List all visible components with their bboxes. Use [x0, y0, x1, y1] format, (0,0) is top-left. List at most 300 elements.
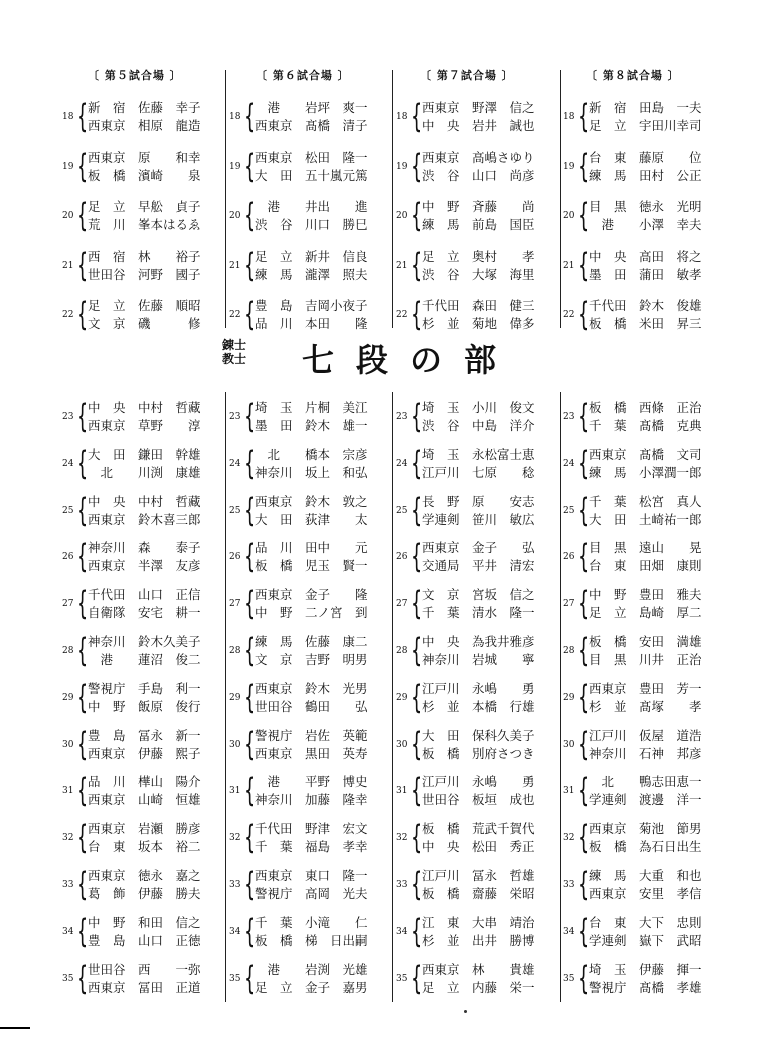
competitor-affiliation: 千 葉	[589, 418, 627, 433]
bout-number: 19	[229, 161, 241, 172]
competitor-name: 松田 隆一	[305, 149, 368, 165]
brace-mark: {	[244, 631, 256, 669]
competitor-affiliation: 西東京	[88, 118, 126, 133]
bout-entry	[62, 866, 232, 906]
brace-mark: {	[77, 958, 89, 997]
competitor-a	[255, 774, 375, 790]
bout-entry	[229, 726, 399, 766]
brace-mark: {	[578, 397, 590, 435]
competitor-a	[589, 962, 709, 978]
competitor-name: 森田 健三	[472, 298, 535, 313]
brace-mark: {	[578, 911, 590, 950]
competitor-a	[255, 915, 375, 931]
competitor-name: 荻津 太	[305, 511, 368, 527]
competitor-b	[88, 933, 208, 949]
competitor-a	[255, 868, 375, 884]
brace-mark: {	[411, 397, 423, 435]
competitor-name: 内藤 栄一	[472, 979, 535, 995]
bout-entry	[229, 247, 399, 287]
brace-mark: {	[77, 911, 89, 950]
competitor-affiliation: 大 田	[255, 167, 293, 183]
competitor-name: 板垣 成也	[472, 792, 535, 808]
competitor-name: 渡邊 洋一	[639, 792, 702, 808]
bout-number: 25	[396, 505, 408, 516]
competitor-a	[255, 447, 375, 463]
competitor-a	[88, 728, 208, 744]
brace-mark: {	[244, 677, 256, 716]
competitor-affiliation: 江戸川	[589, 727, 627, 743]
competitor-b	[422, 217, 542, 233]
competitor-b	[422, 316, 542, 332]
competitor-name: 豊田 芳一	[639, 680, 702, 696]
bout-number: 18	[563, 112, 575, 122]
brace-mark: {	[411, 677, 423, 716]
brace-mark: {	[578, 724, 590, 763]
competitor-name: 田中 元	[305, 540, 368, 556]
bout-entry	[396, 247, 566, 287]
competitor-a	[88, 199, 208, 215]
competitor-a	[88, 400, 208, 416]
competitor-name: 瀧澤 照夫	[305, 266, 368, 282]
bout-entry	[62, 247, 232, 287]
brace-mark: {	[244, 490, 256, 529]
bout-entry	[62, 960, 232, 1000]
competitor-a	[88, 634, 208, 650]
competitor-affiliation: 西東京	[422, 100, 460, 115]
competitor-name: 前島 国臣	[472, 217, 535, 232]
bout-number: 27	[229, 599, 241, 610]
bout-number: 19	[396, 161, 408, 172]
competitor-affiliation: 西東京	[88, 868, 126, 883]
competitor-a	[589, 774, 709, 790]
competitor-affiliation: 西東京	[255, 680, 293, 696]
brace-mark: {	[77, 865, 89, 903]
competitor-name: 野澤 信之	[472, 100, 535, 115]
competitor-b	[422, 886, 542, 902]
competitor-affiliation: 西東京	[255, 118, 293, 133]
competitor-name: 吉岡小夜子	[305, 298, 368, 313]
bout-number: 33	[229, 880, 241, 890]
brace-mark: {	[578, 818, 590, 857]
competitor-b	[422, 980, 542, 996]
competitor-name: 小川 俊文	[472, 400, 535, 415]
brace-mark: {	[244, 958, 256, 997]
competitor-a	[255, 728, 375, 744]
competitor-affiliation: 板 橋	[255, 558, 293, 574]
brace-mark: {	[77, 146, 89, 185]
competitor-name: 中村 哲藏	[138, 400, 201, 415]
competitor-b	[589, 792, 709, 808]
bout-entry	[62, 772, 232, 812]
bout-number: 22	[563, 310, 575, 320]
competitor-name: 岩井 誠也	[472, 118, 535, 133]
competitor-name: 佐藤 幸子	[138, 100, 201, 115]
competitor-affiliation: 練 馬	[255, 266, 293, 282]
competitor-a	[589, 634, 709, 650]
competitor-affiliation: 江戸川	[422, 464, 460, 480]
competitor-affiliation: 千 葉	[255, 914, 293, 930]
competitor-a	[255, 400, 375, 416]
competitor-affiliation: 文 京	[422, 587, 460, 603]
competitor-affiliation: 大 田	[589, 511, 627, 527]
competitor-b	[88, 316, 208, 332]
competitor-affiliation: 神奈川	[255, 464, 293, 480]
competitor-b	[422, 699, 542, 715]
brace-mark: {	[411, 631, 423, 669]
bout-entry	[229, 772, 399, 812]
stray-dot	[464, 1010, 467, 1013]
bout-entry	[563, 585, 733, 625]
competitor-b	[589, 605, 709, 621]
section-title: 七段の部	[302, 341, 519, 379]
competitor-affiliation: 神奈川	[589, 745, 627, 761]
competitor-a	[88, 868, 208, 884]
bout-entry	[229, 538, 399, 578]
competitor-affiliation: 板 橋	[255, 932, 293, 948]
competitor-name: 髙塚 孝	[639, 698, 702, 714]
competitor-affiliation: 渋 谷	[422, 266, 460, 282]
competitor-affiliation: 西東京	[255, 745, 293, 761]
bout-entry	[229, 913, 399, 953]
competitor-a	[255, 540, 375, 556]
competitor-affiliation: 中 央	[589, 248, 627, 264]
competitor-b	[589, 839, 709, 855]
brace-mark: {	[244, 397, 256, 435]
competitor-name: 坂上 和弘	[305, 464, 368, 480]
bout-number: 28	[396, 646, 408, 656]
bout-number: 25	[563, 505, 575, 516]
competitor-affiliation: 中 野	[422, 199, 460, 214]
bout-number: 33	[62, 880, 74, 890]
bout-number: 22	[62, 310, 74, 320]
bout-entry	[396, 632, 566, 672]
competitor-affiliation: 港	[589, 217, 615, 232]
competitor-affiliation: 世田谷	[88, 961, 126, 977]
competitor-name: 七原 稔	[472, 464, 535, 480]
competitor-name: 髙橋 克典	[639, 418, 702, 433]
competitor-b	[255, 792, 375, 808]
competitor-name: 為我井雅彦	[472, 634, 535, 649]
brace-mark: {	[578, 97, 590, 135]
competitor-a	[422, 540, 542, 556]
competitor-affiliation: 杉 並	[422, 932, 460, 948]
bout-number: 23	[229, 412, 241, 422]
competitor-name: 二ノ宮 到	[305, 605, 368, 621]
competitor-affiliation: 神奈川	[422, 652, 460, 667]
competitor-b	[255, 980, 375, 996]
competitor-b	[589, 746, 709, 762]
bout-number: 24	[396, 458, 408, 469]
brace-mark: {	[578, 146, 590, 185]
competitor-a	[589, 447, 709, 463]
bout-entry	[563, 296, 733, 336]
competitor-name: 仮屋 道浩	[639, 727, 702, 743]
competitor-a	[589, 540, 709, 556]
competitor-name: 片桐 美江	[305, 400, 368, 415]
competitor-affiliation: 千代田	[88, 587, 126, 603]
competitor-affiliation: 目 黒	[589, 540, 627, 556]
bout-entry	[563, 726, 733, 766]
brace-mark: {	[244, 865, 256, 903]
competitor-a	[422, 962, 542, 978]
competitor-name: 西 一弥	[138, 961, 201, 977]
brace-mark: {	[411, 865, 423, 903]
competitor-a	[88, 100, 208, 116]
bout-entry	[62, 819, 232, 859]
competitor-a	[422, 915, 542, 931]
bout-entry	[563, 538, 733, 578]
competitor-name: 山口 尚彦	[472, 167, 535, 183]
bout-number: 20	[229, 211, 241, 221]
competitor-a	[88, 774, 208, 790]
brace-mark: {	[578, 584, 590, 623]
competitor-name: 高岡 光夫	[305, 886, 368, 901]
competitor-affiliation: 足 立	[422, 248, 460, 264]
competitor-affiliation: 西東京	[589, 886, 627, 901]
brace-mark: {	[244, 146, 256, 185]
competitor-b	[422, 652, 542, 668]
competitor-a	[255, 249, 375, 265]
competitor-affiliation: 板 橋	[422, 821, 460, 837]
competitor-name: 佐藤 順昭	[138, 298, 201, 313]
competitor-affiliation: 江戸川	[422, 774, 460, 790]
competitor-affiliation: 杉 並	[422, 316, 460, 331]
bout-entry	[396, 913, 566, 953]
brace-mark: {	[578, 865, 590, 903]
competitor-a	[88, 915, 208, 931]
bout-entry	[563, 632, 733, 672]
competitor-a	[589, 494, 709, 510]
competitor-b	[88, 558, 208, 574]
competitor-affiliation: 品 川	[255, 316, 293, 331]
bout-number: 31	[62, 786, 74, 797]
rank-mark-bottom: 教士	[222, 352, 247, 366]
competitor-name: 本田 隆	[305, 316, 368, 331]
competitor-name: 為石日出生	[639, 839, 702, 855]
competitor-b	[589, 316, 709, 332]
competitor-affiliation: 豊 島	[255, 298, 293, 313]
competitor-b	[422, 267, 542, 283]
competitor-a	[255, 150, 375, 166]
competitor-affiliation: 世田谷	[255, 698, 293, 714]
competitor-name: 金子 隆	[305, 587, 368, 603]
bout-number: 27	[396, 599, 408, 610]
competitor-affiliation: 西東京	[255, 868, 293, 883]
competitor-affiliation: 世田谷	[422, 792, 460, 808]
competitor-b	[422, 418, 542, 434]
competitor-b	[88, 512, 208, 528]
competitor-name: 磯 修	[138, 316, 201, 331]
brace-mark: {	[578, 958, 590, 997]
bout-entry	[396, 197, 566, 237]
competitor-name: 佐藤 康二	[305, 634, 368, 649]
competitor-affiliation: 板 橋	[422, 745, 460, 761]
competitor-b	[589, 933, 709, 949]
competitor-name: 宇田川幸司	[639, 118, 702, 133]
competitor-affiliation: 交通局	[422, 558, 460, 574]
competitor-affiliation: 中 央	[422, 118, 460, 133]
bout-number: 35	[563, 973, 575, 984]
competitor-name: 永嶋 勇	[472, 680, 535, 696]
competitor-affiliation: 西東京	[255, 587, 293, 603]
bout-entry	[62, 296, 232, 336]
bout-number: 25	[229, 505, 241, 516]
bout-number: 29	[229, 692, 241, 703]
competitor-a	[589, 298, 709, 314]
competitor-b	[255, 699, 375, 715]
brace-mark: {	[77, 295, 89, 333]
bout-entry	[563, 197, 733, 237]
brace-mark: {	[244, 443, 256, 482]
competitor-name: 冨永 新一	[138, 727, 201, 743]
competitor-name: 早舩 貞子	[138, 199, 201, 214]
bout-number: 21	[62, 260, 74, 271]
competitor-name: 黒田 英寿	[305, 745, 368, 761]
competitor-name: 豊田 雅夫	[639, 587, 702, 603]
competitor-affiliation: 品 川	[255, 540, 293, 556]
competitor-name: 高嶋さゆり	[472, 149, 535, 165]
competitor-a	[422, 494, 542, 510]
bout-number: 34	[563, 926, 575, 937]
competitor-name: 米田 昇三	[639, 316, 702, 331]
competitor-name: 鈴木久美子	[138, 634, 201, 649]
competitor-name: 蓮沼 俊二	[138, 652, 201, 667]
bout-entry	[62, 679, 232, 719]
competitor-affiliation: 豊 島	[88, 932, 126, 948]
bout-entry	[396, 960, 566, 1000]
bout-number: 18	[396, 112, 408, 122]
competitor-affiliation: 足 立	[255, 248, 293, 264]
competitor-name: 半澤 友彦	[138, 558, 201, 574]
competitor-b	[422, 558, 542, 574]
footer-mark	[0, 1027, 30, 1029]
brace-mark: {	[411, 146, 423, 185]
competitor-affiliation: 板 橋	[422, 886, 460, 901]
bout-entry	[229, 296, 399, 336]
competitor-name: 徳永 嘉之	[138, 868, 201, 883]
competitor-b	[88, 465, 208, 481]
competitor-a	[422, 150, 542, 166]
brace-mark: {	[77, 97, 89, 135]
competitor-b	[255, 652, 375, 668]
competitor-affiliation: 西東京	[88, 149, 126, 165]
competitor-name: 中村 哲藏	[138, 493, 201, 509]
bout-number: 22	[229, 310, 241, 320]
competitor-a	[589, 100, 709, 116]
bout-entry	[396, 679, 566, 719]
brace-mark: {	[411, 245, 423, 284]
bout-entry	[229, 398, 399, 438]
bout-number: 35	[62, 973, 74, 984]
brace-mark: {	[578, 295, 590, 333]
competitor-affiliation: 千 葉	[422, 605, 460, 621]
competitor-affiliation: 西東京	[88, 979, 126, 995]
brace-mark: {	[411, 196, 423, 234]
bout-number: 20	[563, 211, 575, 221]
competitor-name: 加藤 隆幸	[305, 792, 368, 808]
competitor-a	[255, 962, 375, 978]
competitor-affiliation: 葛 飾	[88, 886, 126, 901]
bout-number: 34	[62, 926, 74, 937]
competitor-name: 齋藤 栄昭	[472, 886, 535, 901]
bout-number: 26	[229, 552, 241, 563]
competitor-affiliation: 練 馬	[255, 634, 293, 649]
competitor-b	[88, 652, 208, 668]
competitor-affiliation: 港	[255, 774, 281, 790]
bout-entry	[229, 148, 399, 188]
competitor-a	[255, 298, 375, 314]
bout-entry	[62, 538, 232, 578]
brace-mark: {	[578, 443, 590, 482]
competitor-b	[88, 217, 208, 233]
competitor-a	[589, 915, 709, 931]
competitor-affiliation: 学連剣	[589, 792, 627, 808]
bout-number: 24	[229, 458, 241, 469]
competitor-a	[589, 681, 709, 697]
competitor-name: 岩佐 英範	[305, 727, 368, 743]
competitor-b	[589, 267, 709, 283]
brace-mark: {	[411, 537, 423, 576]
bout-number: 32	[229, 833, 241, 844]
competitor-affiliation: 埼 玉	[422, 400, 460, 415]
competitor-b	[255, 512, 375, 528]
brace-mark: {	[244, 771, 256, 810]
competitor-a	[88, 540, 208, 556]
competitor-affiliation: 練 馬	[422, 217, 460, 232]
competitor-a	[88, 587, 208, 603]
competitor-affiliation: 西東京	[422, 149, 460, 165]
competitor-a	[255, 494, 375, 510]
competitor-b	[88, 267, 208, 283]
brace-mark: {	[77, 584, 89, 623]
competitor-name: 飯原 俊行	[138, 698, 201, 714]
competitor-name: 金子 弘	[472, 540, 535, 556]
competitor-name: 永松富士恵	[472, 446, 535, 462]
competitor-affiliation: 杉 並	[422, 698, 460, 714]
competitor-affiliation: 世田谷	[88, 266, 126, 282]
competitor-name: 笹川 敏広	[472, 511, 535, 527]
bout-entry	[563, 866, 733, 906]
competitor-affiliation: 警視庁	[88, 680, 126, 696]
competitor-affiliation: 目 黒	[589, 199, 627, 214]
competitor-b	[422, 512, 542, 528]
competitor-name: 冨田 正道	[138, 979, 201, 995]
bout-entry	[563, 679, 733, 719]
competitor-name: 樺山 陽介	[138, 774, 201, 790]
brace-mark: {	[578, 771, 590, 810]
competitor-a	[589, 199, 709, 215]
competitor-affiliation: 西東京	[422, 540, 460, 556]
bout-entry	[396, 445, 566, 485]
competitor-affiliation: 西東京	[255, 493, 293, 509]
competitor-affiliation: 西東京	[255, 149, 293, 165]
competitor-name: 髙橋 文司	[639, 446, 702, 462]
bout-entry	[396, 585, 566, 625]
competitor-affiliation: 中 野	[88, 914, 126, 930]
competitor-affiliation: 西東京	[422, 961, 460, 977]
competitor-affiliation: 板 橋	[589, 316, 627, 331]
bout-entry	[62, 197, 232, 237]
competitor-affiliation: 神奈川	[255, 792, 293, 808]
bout-entry	[563, 445, 733, 485]
competitor-affiliation: 足 立	[589, 605, 627, 621]
brace-mark: {	[244, 584, 256, 623]
competitor-affiliation: 埼 玉	[589, 961, 627, 977]
competitor-name: 土崎祐一郎	[639, 511, 702, 527]
competitor-affiliation: 文 京	[88, 316, 126, 331]
competitor-name: 新井 信良	[305, 248, 368, 264]
bout-entry	[563, 819, 733, 859]
